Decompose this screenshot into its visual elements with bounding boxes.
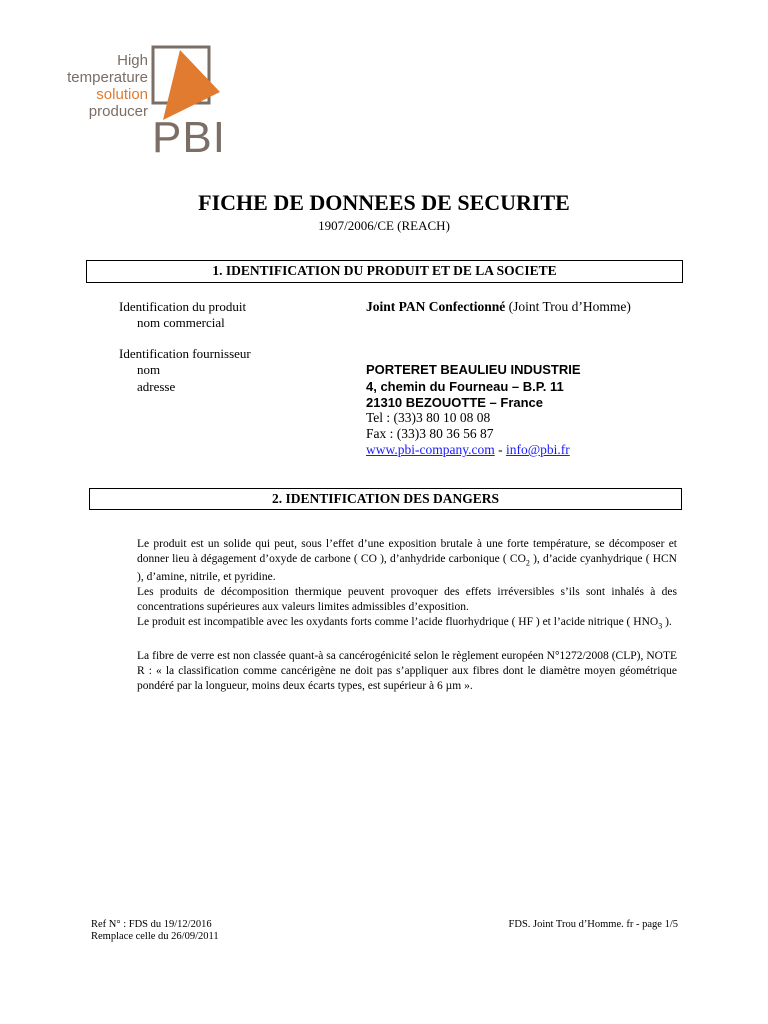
- name-label: nom: [137, 362, 161, 377]
- logo-line-high: High: [117, 52, 148, 69]
- contact-links: [366, 442, 570, 458]
- trade-name-label: nom commercial: [137, 315, 225, 330]
- page-subtitle: 1907/2006/CE (REACH): [318, 218, 450, 233]
- email-link[interactable]: info@pbi.fr: [505, 442, 570, 457]
- footer-ref: Ref N° : FDS du 19/12/2016: [91, 919, 212, 930]
- section-1-heading: 1. IDENTIFICATION DU PRODUIT ET DE LA SOCIETE: [86, 260, 683, 283]
- link-separator: -: [494, 442, 506, 457]
- logo-tagline: [67, 52, 148, 120]
- hazards-text: [137, 537, 677, 694]
- product-alias: (Joint Trou d’Homme): [505, 299, 631, 314]
- hazard-paragraph-3: Le produit est incompatible avec les oxydants forts comme l’acide fluorhydrique ( HF ) et l’acide nitrique ( $HNO_3$ ).: [137, 616, 672, 631]
- company-name: PORTERET BEAULIEU INDUSTRIE: [366, 362, 581, 377]
- product-name: Joint PAN Confectionné: [366, 299, 506, 314]
- fax: Fax : (33)3 80 36 56 87: [366, 426, 494, 441]
- page-title: FICHE DE DONNEES DE SECURITE: [198, 190, 570, 215]
- website-link[interactable]: www.pbi-company.com: [366, 442, 495, 457]
- hazard-paragraph-2: Les produits de décomposition thermique peuvent provoquer des effets irréversibles s’ils sont inhalés à des concentrations supérieures aux valeurs limites admissibles d’exposition.: [137, 586, 677, 614]
- hazard-paragraph-1: Le produit est un solide qui peut, sous l’effet d’une exposition brutale à une forte température, se décomposer et donner lieu à dégagement d’oxyde de carbone ( CO ), d’anhydride carbonique ( $CO_2$ ), d’acide cyanhydrique ( HCN ), d’amine, nitrile, et pyridine.: [137, 538, 677, 584]
- logo-line-temperature: temperature: [67, 69, 148, 86]
- logo-line-producer: producer: [88, 103, 148, 120]
- footer-page: FDS. Joint Trou d’Homme. fr - page 1/5: [508, 919, 678, 930]
- product-name-value: [366, 299, 631, 315]
- section-2-heading: 2. IDENTIFICATION DES DANGERS: [89, 488, 682, 510]
- footer-replaces: Remplace celle du 26/09/2011: [91, 931, 219, 942]
- footer-left: [91, 919, 219, 943]
- address-line-2: 21310 BEZOUOTTE – France: [366, 395, 544, 410]
- logo-line-solution: solution: [96, 86, 148, 103]
- product-id-label: Identification du produit: [119, 299, 247, 314]
- address-line-1: 4, chemin du Fourneau – B.P. 11: [366, 379, 564, 394]
- company-logo: [60, 42, 230, 162]
- supplier-id-label: Identification fournisseur: [119, 346, 251, 361]
- logo-brand: PBI: [152, 113, 226, 162]
- telephone: Tel : (33)3 80 10 08 08: [366, 410, 491, 425]
- hazard-paragraph-4: La fibre de verre est non classée quant-à sa cancérogénicité selon le règlement européen N°1272/2008 (CLP), NOTE R : « la classification comme cancérigène ne doit pas s’appliquer aux fibres dont le diamètre moyen géométrique pondéré par la longueur, moins deux écarts types, est supérieur à 6 µm ».: [137, 649, 677, 692]
- address-label: adresse: [137, 379, 176, 394]
